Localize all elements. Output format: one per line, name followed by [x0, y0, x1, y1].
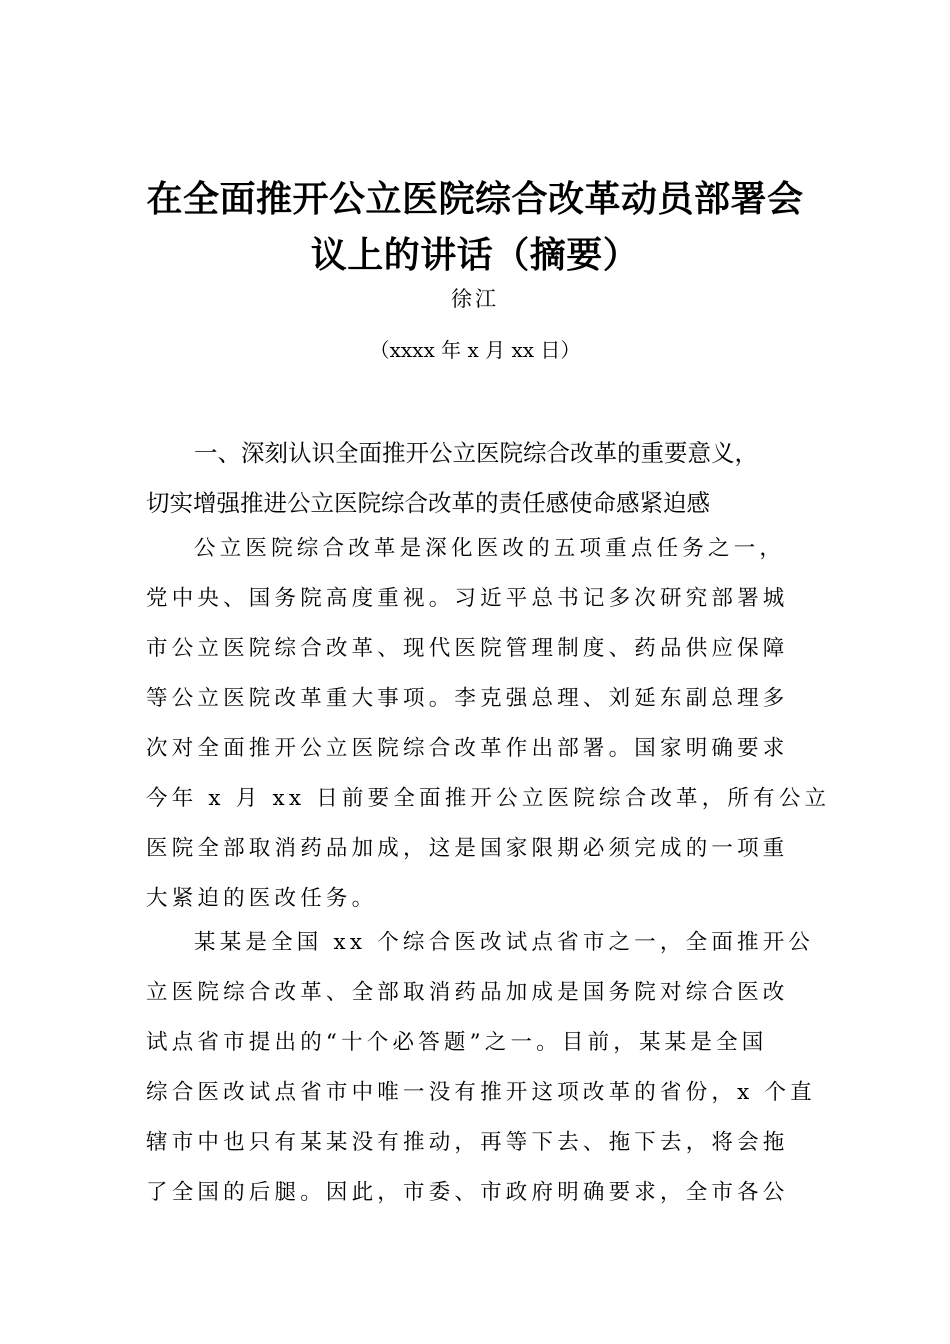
- paragraph-line: 等公立医院改革重大事项。李克强总理、刘延东副总理多: [146, 686, 789, 711]
- paragraph-line: 公立医院综合改革是深化医改的五项重点任务之一，: [194, 536, 786, 561]
- speech-date: （xxxx 年 x 月 xx 日）: [369, 338, 581, 362]
- heading-line: 一、深刻认识全面推开公立医院综合改革的重要意义，: [194, 439, 758, 467]
- paragraph-line: 某某是全国 xx 个综合医改试点省市之一，全面推开公: [194, 930, 815, 955]
- paragraph-line: 市公立医院综合改革、现代医院管理制度、药品供应保障: [146, 636, 789, 661]
- paragraph-line: 辖市中也只有某某没有推动，再等下去、拖下去，将会拖: [146, 1130, 789, 1155]
- heading-line: 切实增强推进公立医院综合改革的责任感使命感紧迫感: [146, 489, 710, 517]
- paragraph-line: 今年 x 月 xx 日前要全面推开公立医院综合改革，所有公立: [146, 786, 831, 811]
- author-name: 徐江: [451, 287, 499, 311]
- paragraph-line: 综合医改试点省市中唯一没有推开这项改革的省份，x 个直: [146, 1080, 816, 1105]
- document-title: [120, 172, 830, 284]
- paragraph-line: 试点省市提出的“十个必答题”之一。目前，某某是全国: [146, 1030, 768, 1055]
- paragraph-line: 了全国的后腿。因此，市委、市政府明确要求，全市各公: [146, 1180, 789, 1205]
- paragraph-line: 大紧迫的医改任务。: [146, 886, 378, 911]
- section-heading: [146, 428, 826, 528]
- paragraph-line: 医院全部取消药品加成，这是国家限期必须完成的一项重: [146, 836, 789, 861]
- title-line: 议上的讲话（摘要）: [310, 235, 640, 276]
- paragraph-line: 次对全面推开公立医院综合改革作出部署。国家明确要求: [146, 736, 789, 761]
- paragraph-line: 党中央、国务院高度重视。习近平总书记多次研究部署城: [146, 586, 789, 611]
- paragraph-2: [146, 918, 816, 1218]
- title-line: 在全面推开公立医院综合改革动员部署会: [146, 179, 804, 220]
- paragraph-1: [146, 524, 831, 924]
- paragraph-line: 立医院综合改革、全部取消药品加成是国务院对综合医改: [146, 980, 789, 1005]
